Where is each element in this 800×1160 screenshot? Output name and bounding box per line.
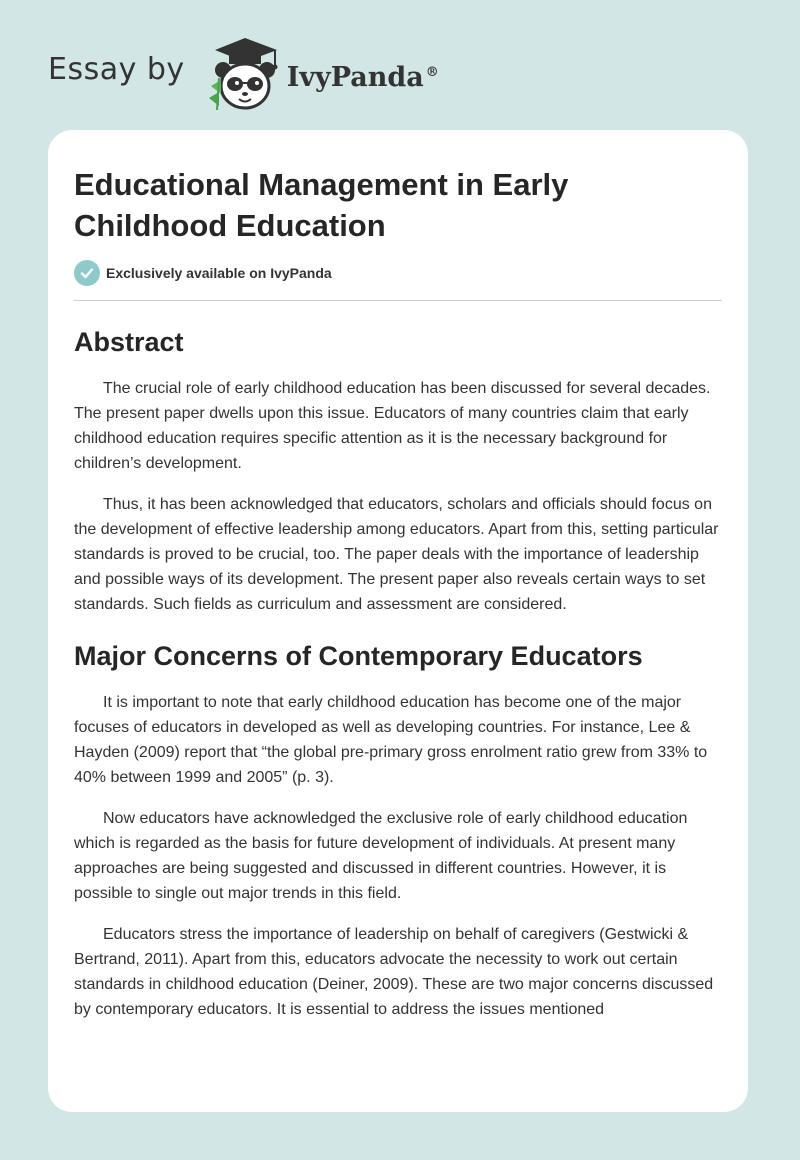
paragraph: Thus, it has been acknowledged that educators, scholars and officials should focus on the development of effective leadership among educators. Apart from this, setting particular standards is proved to be crucial, too. The paper deals with the importance of leadership and possible ways of its development. The present paper also reveals certain ways to set standards. Such fields as curriculum and assessment are considered.: [74, 496, 719, 613]
brand-prefix: Essay by: [48, 51, 185, 87]
divider: [74, 300, 722, 301]
section-heading-abstract: Abstract: [74, 327, 184, 357]
brand-header[interactable]: [48, 34, 439, 114]
article-body: [74, 164, 722, 1022]
paragraph: Educators stress the importance of leadership on behalf of caregivers (Gestwicki & Bertrand, 2011). Apart from this, educators advocate the necessity to work out certain standards in childhood education (Deiner, 2009). These are two major concerns discussed by contemporary educators. It is essential to address the issues mentioned: [74, 926, 714, 1018]
exclusive-badge: [74, 260, 722, 286]
section-heading-major-concerns: Major Concerns of Contemporary Educators: [74, 641, 643, 671]
brand-name: IvyPanda ®: [286, 61, 439, 93]
article-title: Educational Management in Early Childhood Education: [74, 167, 569, 243]
paragraph: It is important to note that early childhood education has become one of the major focuses of educators in developed as well as developing countries. For instance, Lee & Hayden (2009) report that “the global pre-primary gross enrolment ratio grew from 33% to 40% between 1999 and 2005” (p. 3).: [74, 694, 708, 786]
panda-graduate-icon: [195, 34, 287, 114]
check-circle-icon: [74, 260, 100, 286]
exclusive-badge-text: Exclusively available on IvyPanda: [106, 265, 332, 281]
paragraph: Now educators have acknowledged the exclusive role of early childhood education which is regarded as the basis for future development of individuals. At present many approaches are being suggested and discussed in different countries. However, it is possible to single out major trends in this field.: [74, 810, 688, 902]
article-card: [48, 130, 748, 1112]
paragraph: The crucial role of early childhood education has been discussed for several decades. The present paper dwells upon this issue. Educators of many countries claim that early childhood education requires specific attention as it is the necessary background for children’s development.: [74, 380, 711, 472]
